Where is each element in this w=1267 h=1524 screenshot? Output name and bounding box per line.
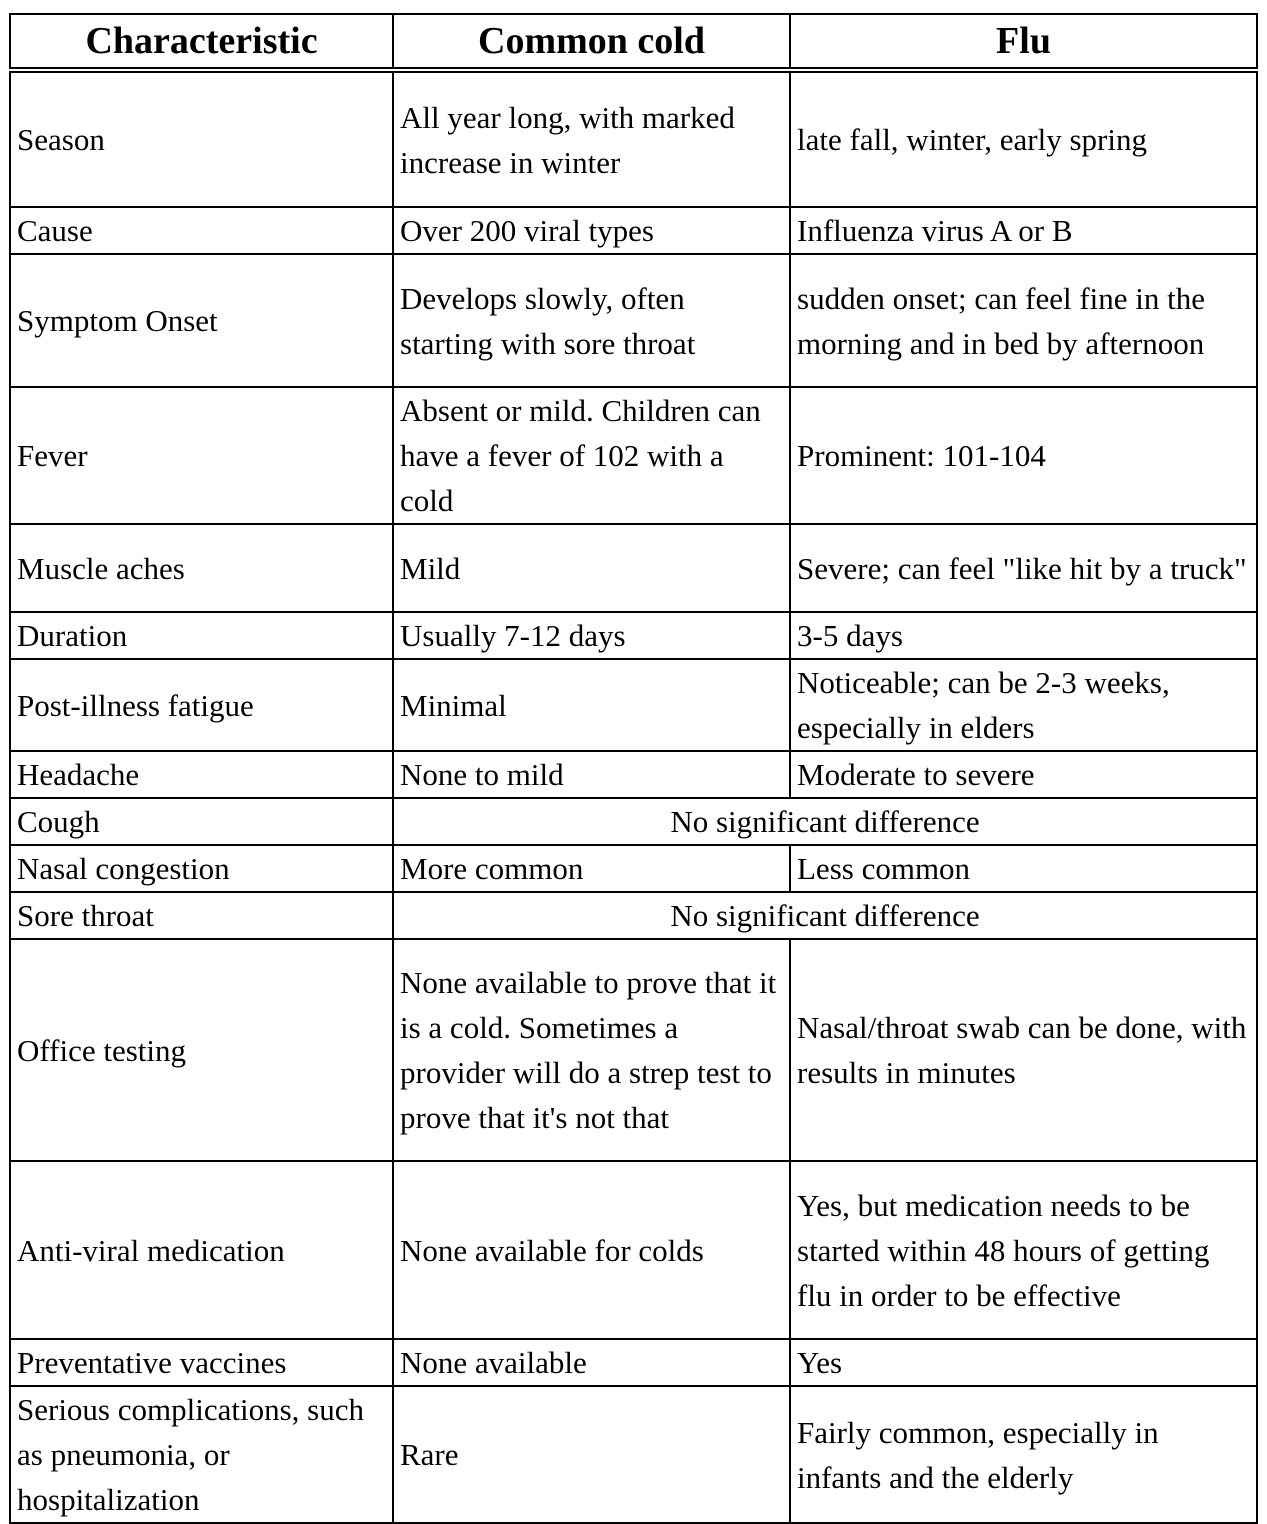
table-row-cough: [10, 798, 1257, 845]
table-row-cause: [10, 207, 1257, 254]
flu-cell: Fairly common, especially in infants and the elderly: [790, 1386, 1257, 1523]
characteristic-cell: Headache: [10, 751, 393, 798]
table-row-post-illness-fatigue: [10, 659, 1257, 751]
characteristic-cell: Fever: [10, 387, 393, 524]
flu-cell: Less common: [790, 845, 1257, 892]
flu-cell: sudden onset; can feel fine in the morning and in bed by afternoon: [790, 254, 1257, 387]
characteristic-cell: Muscle aches: [10, 524, 393, 612]
characteristic-cell: Duration: [10, 612, 393, 659]
cold-cell: None to mild: [393, 751, 790, 798]
characteristic-cell: Symptom Onset: [10, 254, 393, 387]
header-characteristic: Characteristic: [10, 14, 393, 70]
table-row-headache: [10, 751, 1257, 798]
header-common-cold: Common cold: [393, 14, 790, 70]
table-row-season: [10, 70, 1257, 207]
flu-cell: late fall, winter, early spring: [790, 70, 1257, 207]
table-row-symptom-onset: [10, 254, 1257, 387]
flu-cell: Moderate to severe: [790, 751, 1257, 798]
cold-cell: Usually 7-12 days: [393, 612, 790, 659]
table-row-preventative-vaccines: [10, 1339, 1257, 1386]
characteristic-cell: Season: [10, 70, 393, 207]
flu-cell: Prominent: 101-104: [790, 387, 1257, 524]
flu-cell: Severe; can feel "like hit by a truck": [790, 524, 1257, 612]
table-row-sore-throat: [10, 892, 1257, 939]
flu-cell: Yes: [790, 1339, 1257, 1386]
characteristic-cell: Preventative vaccines: [10, 1339, 393, 1386]
cold-cell: Develops slowly, often starting with sore throat: [393, 254, 790, 387]
table-row-anti-viral-medication: [10, 1161, 1257, 1339]
table-row-duration: [10, 612, 1257, 659]
flu-cell: Noticeable; can be 2-3 weeks, especially in elders: [790, 659, 1257, 751]
characteristic-cell: Cough: [10, 798, 393, 845]
cold-cell: Over 200 viral types: [393, 207, 790, 254]
cold-cell: None available for colds: [393, 1161, 790, 1339]
characteristic-cell: Post-illness fatigue: [10, 659, 393, 751]
table-row-serious-complications: [10, 1386, 1257, 1523]
merged-cell: No significant difference: [393, 798, 1257, 845]
flu-cell: 3-5 days: [790, 612, 1257, 659]
characteristic-cell: Office testing: [10, 939, 393, 1161]
characteristic-cell: Serious complications, such as pneumonia, or hospitalization: [10, 1386, 393, 1523]
table-row-fever: [10, 387, 1257, 524]
cold-cell: More common: [393, 845, 790, 892]
cold-cell: None available to prove that it is a cold. Sometimes a provider will do a strep test to prove that it's not that: [393, 939, 790, 1161]
cold-vs-flu-table: [9, 13, 1258, 1524]
header-flu: Flu: [790, 14, 1257, 70]
characteristic-cell: Sore throat: [10, 892, 393, 939]
flu-cell: Influenza virus A or B: [790, 207, 1257, 254]
table-row-muscle-aches: [10, 524, 1257, 612]
merged-cell: No significant difference: [393, 892, 1257, 939]
cold-cell: All year long, with marked increase in winter: [393, 70, 790, 207]
cold-cell: None available: [393, 1339, 790, 1386]
characteristic-cell: Cause: [10, 207, 393, 254]
table-row-nasal-congestion: [10, 845, 1257, 892]
cold-cell: Minimal: [393, 659, 790, 751]
flu-cell: Nasal/throat swab can be done, with results in minutes: [790, 939, 1257, 1161]
flu-cell: Yes, but medication needs to be started within 48 hours of getting flu in order to be effective: [790, 1161, 1257, 1339]
cold-cell: Rare: [393, 1386, 790, 1523]
table-row-office-testing: [10, 939, 1257, 1161]
header-row: [10, 14, 1257, 70]
cold-cell: Absent or mild. Children can have a fever of 102 with a cold: [393, 387, 790, 524]
characteristic-cell: Nasal congestion: [10, 845, 393, 892]
cold-cell: Mild: [393, 524, 790, 612]
characteristic-cell: Anti-viral medication: [10, 1161, 393, 1339]
